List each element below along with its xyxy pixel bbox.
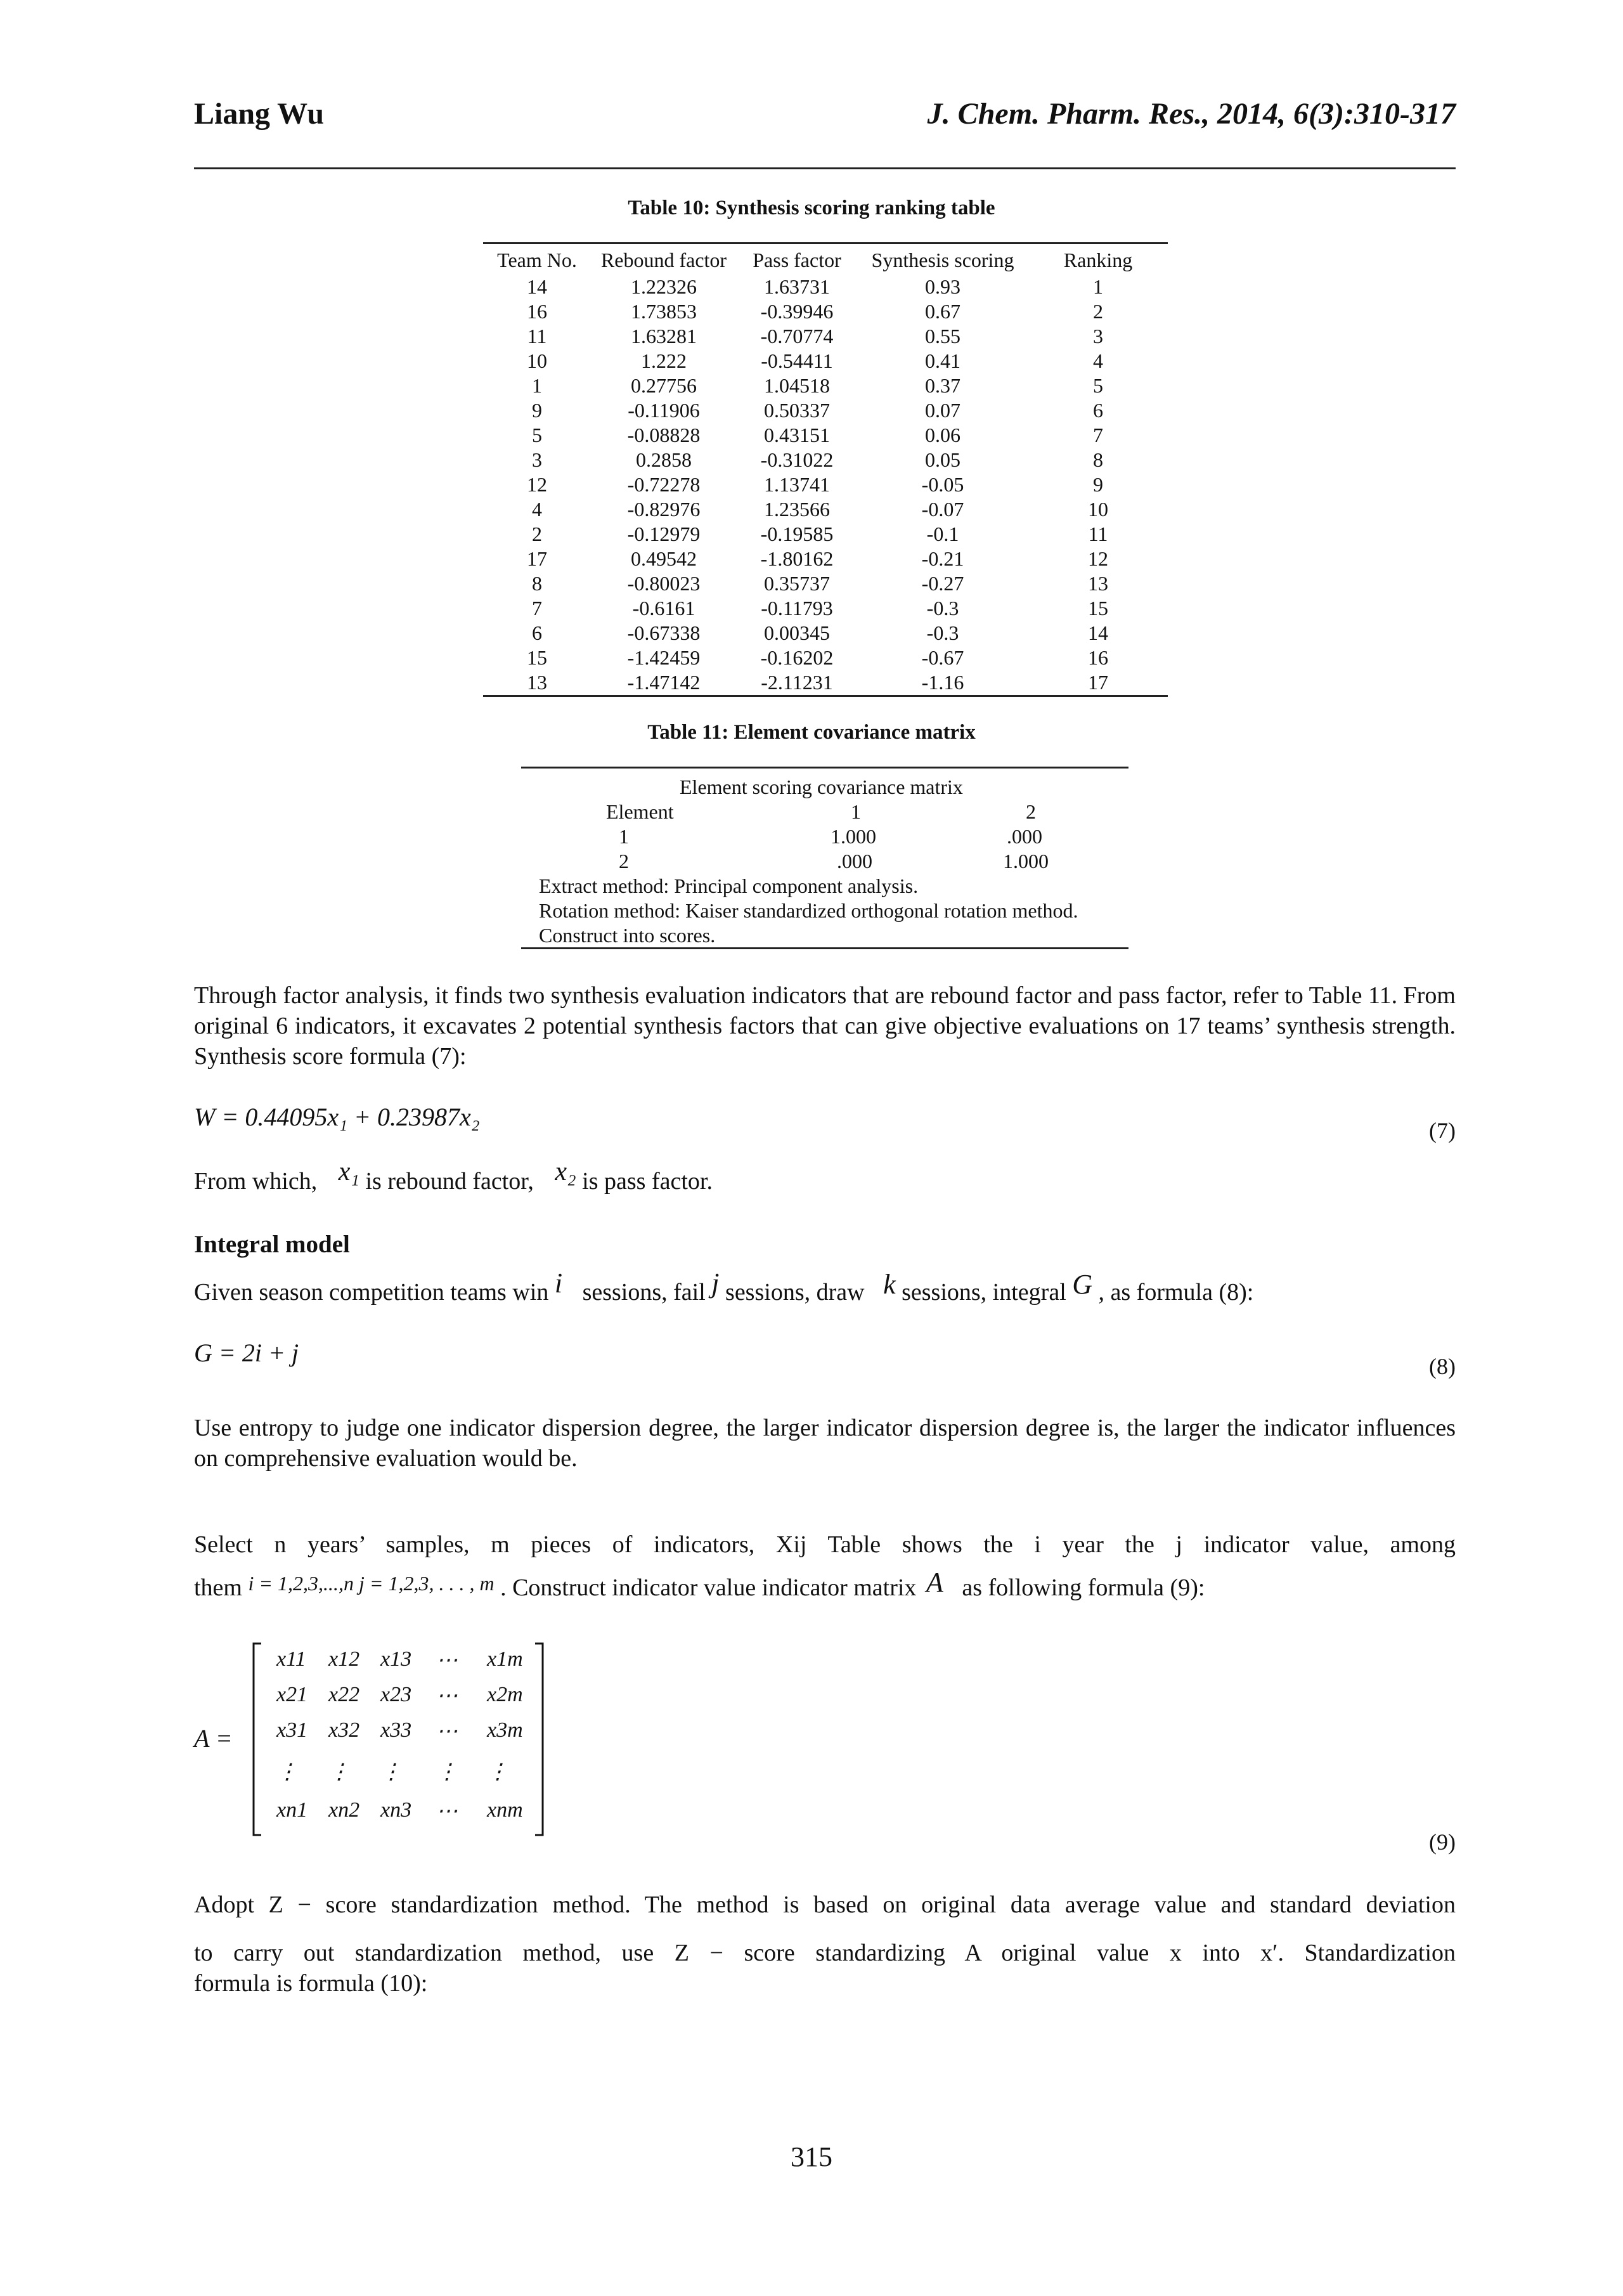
matrix-entry: x21 (276, 1683, 308, 1706)
p2-text: Given season competition teams win (194, 1279, 549, 1306)
table-row (483, 571, 1168, 596)
table-cell: -0.3 (926, 621, 959, 644)
table-cell: 0.07 (925, 399, 960, 422)
p4-text: . Construct indicator value indicator matrix (500, 1574, 917, 1601)
table-cell: 10 (527, 349, 547, 372)
matrix-entry: x3m (487, 1718, 523, 1742)
table-cell: -0.39946 (760, 300, 834, 323)
table10-header-row (483, 245, 1168, 275)
symbol-j: j (711, 1268, 720, 1299)
table-row (483, 299, 1168, 324)
table-cell: 12 (527, 473, 547, 496)
matrix-entry: xn2 (328, 1798, 360, 1822)
table11-title: Element scoring covariance matrix (680, 775, 963, 798)
table11-note (521, 898, 1128, 923)
table-cell: 5 (532, 424, 542, 446)
table-row (483, 596, 1168, 621)
table11-cell: .000 (837, 850, 872, 872)
x2-symbol: x₂ (555, 1157, 576, 1186)
table11-bottom-rule (521, 947, 1128, 949)
table-cell: 0.49542 (631, 547, 697, 570)
table-cell: -0.54411 (761, 349, 833, 372)
table-cell: -0.82976 (627, 498, 701, 521)
table-cell: -0.19585 (760, 522, 834, 545)
table-cell: 7 (1093, 424, 1103, 446)
table-cell: -1.47142 (627, 671, 701, 694)
column-header: Synthesis scoring (871, 249, 1014, 271)
table-cell: 0.67 (925, 300, 960, 323)
matrix-entry: x13 (380, 1647, 412, 1671)
matrix-entry: x23 (380, 1683, 412, 1706)
table-cell: 0.00345 (764, 621, 830, 644)
table-cell: 17 (527, 547, 547, 570)
from-which-line (194, 1157, 713, 1196)
section-heading: Integral model (194, 1231, 350, 1258)
matrix-entry: ⋯ (436, 1800, 458, 1823)
table-cell: -0.80023 (627, 572, 701, 595)
table10-bottom-rule (483, 695, 1168, 697)
table-row (483, 349, 1168, 373)
table-cell: 1.63731 (764, 275, 830, 298)
p2-text: sessions, draw (725, 1279, 865, 1306)
table11-title-row (521, 775, 1128, 800)
table-cell: 11 (527, 325, 547, 347)
table11-row (521, 849, 1128, 874)
table-cell: -0.27 (921, 572, 964, 595)
matrix-entry: ⋯ (436, 1684, 458, 1708)
table10-caption: Table 10: Synthesis scoring ranking table (628, 197, 995, 219)
table-cell: -1.80162 (760, 547, 834, 570)
column-header: Ranking (1063, 249, 1133, 271)
table-cell: 1.23566 (764, 498, 830, 521)
table-cell: 0.05 (925, 448, 960, 471)
table-cell: -0.12979 (627, 522, 701, 545)
table-cell: 2 (1093, 300, 1103, 323)
p4-text: them (194, 1574, 242, 1601)
table-cell: -0.05 (921, 473, 964, 496)
matrix-entry: xn1 (276, 1798, 308, 1822)
matrix-entry: xnm (487, 1798, 523, 1822)
index-range: i = 1,2,3,...,n j = 1,2,3, . . . , m (248, 1572, 495, 1595)
table-cell: 1 (1093, 275, 1103, 298)
table-cell: 3 (1093, 325, 1103, 347)
table-cell: 9 (532, 399, 542, 422)
equation-7: W = 0.44095x₁ + 0.23987x₂ (194, 1103, 480, 1131)
table11-cell: 1.000 (1003, 850, 1049, 872)
equation-9-lhs: A = (194, 1724, 233, 1753)
p2-text: sessions, integral (902, 1279, 1066, 1306)
table11-head-row (521, 800, 1128, 824)
table-cell: 0.50337 (764, 399, 830, 422)
matrix-entry: x11 (276, 1647, 306, 1671)
table-cell: 1.73853 (631, 300, 697, 323)
matrix-entry: x12 (328, 1647, 360, 1671)
table-cell: -0.31022 (760, 448, 834, 471)
table-cell: 0.43151 (764, 424, 830, 446)
table-cell: -0.72278 (627, 473, 701, 496)
table-cell: -1.16 (921, 671, 964, 694)
table-row (483, 398, 1168, 423)
matrix-entry: ⋮ (380, 1760, 402, 1784)
matrix-entry: x32 (328, 1718, 360, 1742)
equation-8-number: (8) (1429, 1354, 1456, 1379)
matrix-entry: ⋮ (276, 1760, 298, 1784)
table-cell: -0.70774 (760, 325, 834, 347)
table-cell: 15 (1088, 597, 1108, 619)
p4-text: as following formula (9): (962, 1574, 1205, 1601)
table-row (483, 670, 1168, 695)
table-cell: 10 (1088, 498, 1108, 521)
paragraph-zscore-line3: formula is formula (10): (194, 1970, 428, 1997)
matrix-entry: ⋮ (487, 1760, 508, 1784)
table11-cell: 2 (619, 850, 629, 872)
table11-caption: Table 11: Element covariance matrix (647, 721, 976, 744)
table11-note (521, 923, 1128, 948)
table-cell: -0.21 (921, 547, 964, 570)
table-cell: 1 (532, 374, 542, 397)
paragraph-select-line2 (194, 1567, 1205, 1602)
table-cell: 6 (532, 621, 542, 644)
table11-cell: 1.000 (831, 825, 876, 848)
matrix-entry: ⋮ (436, 1760, 458, 1784)
symbol-i: i (554, 1268, 563, 1299)
table-cell: -0.6161 (632, 597, 695, 619)
table-cell: 11 (1088, 522, 1108, 545)
table-cell: 3 (532, 448, 542, 471)
running-journal: J. Chem. Pharm. Res., 2014, 6(3):310-317 (927, 97, 1456, 131)
table11-head-2: 2 (1026, 800, 1036, 823)
matrix-entry: x2m (487, 1683, 523, 1706)
x2-description: is pass factor. (582, 1168, 713, 1195)
table-row (483, 547, 1168, 571)
table-cell: -0.67338 (627, 621, 701, 644)
table-cell: 7 (532, 597, 542, 619)
table-cell: 0.37 (925, 374, 960, 397)
table-cell: 1.22326 (631, 275, 697, 298)
table-cell: 4 (532, 498, 542, 521)
matrix-A (252, 1641, 544, 1838)
table-cell: -0.1 (926, 522, 959, 545)
matrix-entry: ⋯ (436, 1720, 458, 1743)
paragraph-entropy: Use entropy to judge one indicator dispersion degree, the larger indicator dispersion degree is, the larger the indicator influences on comprehensive evaluation would be. (194, 1415, 1456, 1472)
paragraph-select-line1: Select n years’ samples, m pieces of indicators, Xij Table shows the i year the j indicator value, among (194, 1531, 1456, 1558)
equation-9-number: (9) (1429, 1829, 1456, 1855)
paragraph-zscore-line2: to carry out standardization method, use Z − score standardizing A original value x into x′. Standardization (194, 1940, 1456, 1966)
running-author: Liang Wu (194, 97, 325, 131)
table-cell: 13 (1088, 572, 1108, 595)
table-cell: -1.42459 (627, 646, 701, 669)
table-cell: 17 (1088, 671, 1108, 694)
table-cell: 6 (1093, 399, 1103, 422)
table-row (483, 497, 1168, 522)
table-cell: -0.07 (921, 498, 964, 521)
paragraph-factor-analysis: Through factor analysis, it finds two synthesis evaluation indicators that are rebound factor and pass factor, refer to Table 11. From original 6 indicators, it excavates 2 potential synthesis factors that can give objective evaluations on 17 teams’ synthesis strength. Synthesis score formula (7): (194, 982, 1456, 1070)
table-row (483, 423, 1168, 448)
table10 (483, 245, 1168, 695)
table-cell: 0.55 (925, 325, 960, 347)
matrix-entry: xn3 (380, 1798, 412, 1822)
table-cell: 15 (527, 646, 547, 669)
table-cell: 1.63281 (631, 325, 697, 347)
table-cell: 1.222 (641, 349, 687, 372)
x1-description: is rebound factor, (365, 1168, 534, 1195)
matrix-entry: ⋯ (436, 1649, 458, 1672)
table11-note-text: Extract method: Principal component analysis. (539, 874, 919, 897)
table-cell: 16 (1088, 646, 1108, 669)
symbol-k: k (883, 1269, 896, 1300)
table-cell: 13 (527, 671, 547, 694)
table-cell: 8 (532, 572, 542, 595)
table-cell: 8 (1093, 448, 1103, 471)
table-cell: 16 (527, 300, 547, 323)
table11-top-rule (521, 767, 1128, 769)
table-cell: -0.16202 (760, 646, 834, 669)
table-cell: 0.35737 (764, 572, 830, 595)
column-header: Pass factor (753, 249, 841, 271)
matrix-entry: x31 (276, 1718, 308, 1742)
column-header: Team No. (497, 249, 577, 271)
table-cell: -0.08828 (627, 424, 701, 446)
matrix-entry: x33 (380, 1718, 412, 1742)
table11-note (521, 874, 1128, 898)
table-cell: 0.06 (925, 424, 960, 446)
page-number: 315 (791, 2141, 832, 2172)
table-cell: -0.11793 (761, 597, 833, 619)
table-cell: 0.2858 (636, 448, 692, 471)
table-cell: 4 (1093, 349, 1103, 372)
table-cell: -0.67 (921, 646, 964, 669)
table-cell: 2 (532, 522, 542, 545)
table-row (483, 522, 1168, 547)
table-cell: 14 (527, 275, 547, 298)
table-cell: 12 (1088, 547, 1108, 570)
equation-7-number: (7) (1429, 1118, 1456, 1143)
table-row (483, 645, 1168, 670)
table-cell: 0.93 (925, 275, 960, 298)
table11-head-1: 1 (851, 800, 861, 823)
p2-text: sessions, fail (582, 1279, 706, 1306)
equation-8: G = 2i + j (194, 1339, 299, 1367)
table-cell: 5 (1093, 374, 1103, 397)
table-row (483, 448, 1168, 472)
table-row (483, 324, 1168, 349)
x1-symbol: x₁ (338, 1157, 359, 1186)
table11-note-text: Rotation method: Kaiser standardized orthogonal rotation method. (539, 899, 1078, 922)
table-row (483, 275, 1168, 299)
table-row (483, 472, 1168, 497)
table10-top-rule (483, 242, 1168, 244)
table10-body (483, 275, 1168, 695)
table-cell: 1.13741 (764, 473, 830, 496)
from-which-text: From which, (194, 1168, 318, 1195)
column-header: Rebound factor (600, 249, 727, 271)
table11-row (521, 824, 1128, 849)
paragraph-integral (194, 1268, 1254, 1307)
matrix-entry: ⋮ (328, 1760, 350, 1784)
table-row (483, 621, 1168, 645)
table11-note-text: Construct into scores. (539, 924, 716, 947)
table11 (521, 775, 1128, 948)
table-cell: -2.11231 (761, 671, 833, 694)
table-cell: 1.04518 (764, 374, 830, 397)
table11-cell: 1 (619, 825, 629, 848)
table-row (483, 373, 1168, 398)
symbol-A: A (926, 1567, 943, 1598)
table11-cell: .000 (1007, 825, 1042, 848)
table11-head-element: Element (606, 800, 674, 823)
paragraph-zscore-line1: Adopt Z − score standardization method. The method is based on original data average value and standard deviation (194, 1891, 1456, 1918)
matrix-entry: x22 (328, 1683, 360, 1706)
header-rule (194, 167, 1456, 169)
table-cell: 0.27756 (631, 374, 697, 397)
matrix-entry: x1m (487, 1647, 523, 1671)
table-cell: 9 (1093, 473, 1103, 496)
table-cell: -0.11906 (628, 399, 700, 422)
table-cell: -0.3 (926, 597, 959, 619)
symbol-G: G (1072, 1269, 1093, 1300)
table-cell: 14 (1088, 621, 1108, 644)
table-cell: 0.41 (925, 349, 960, 372)
p2-text: , as formula (8): (1098, 1279, 1254, 1306)
